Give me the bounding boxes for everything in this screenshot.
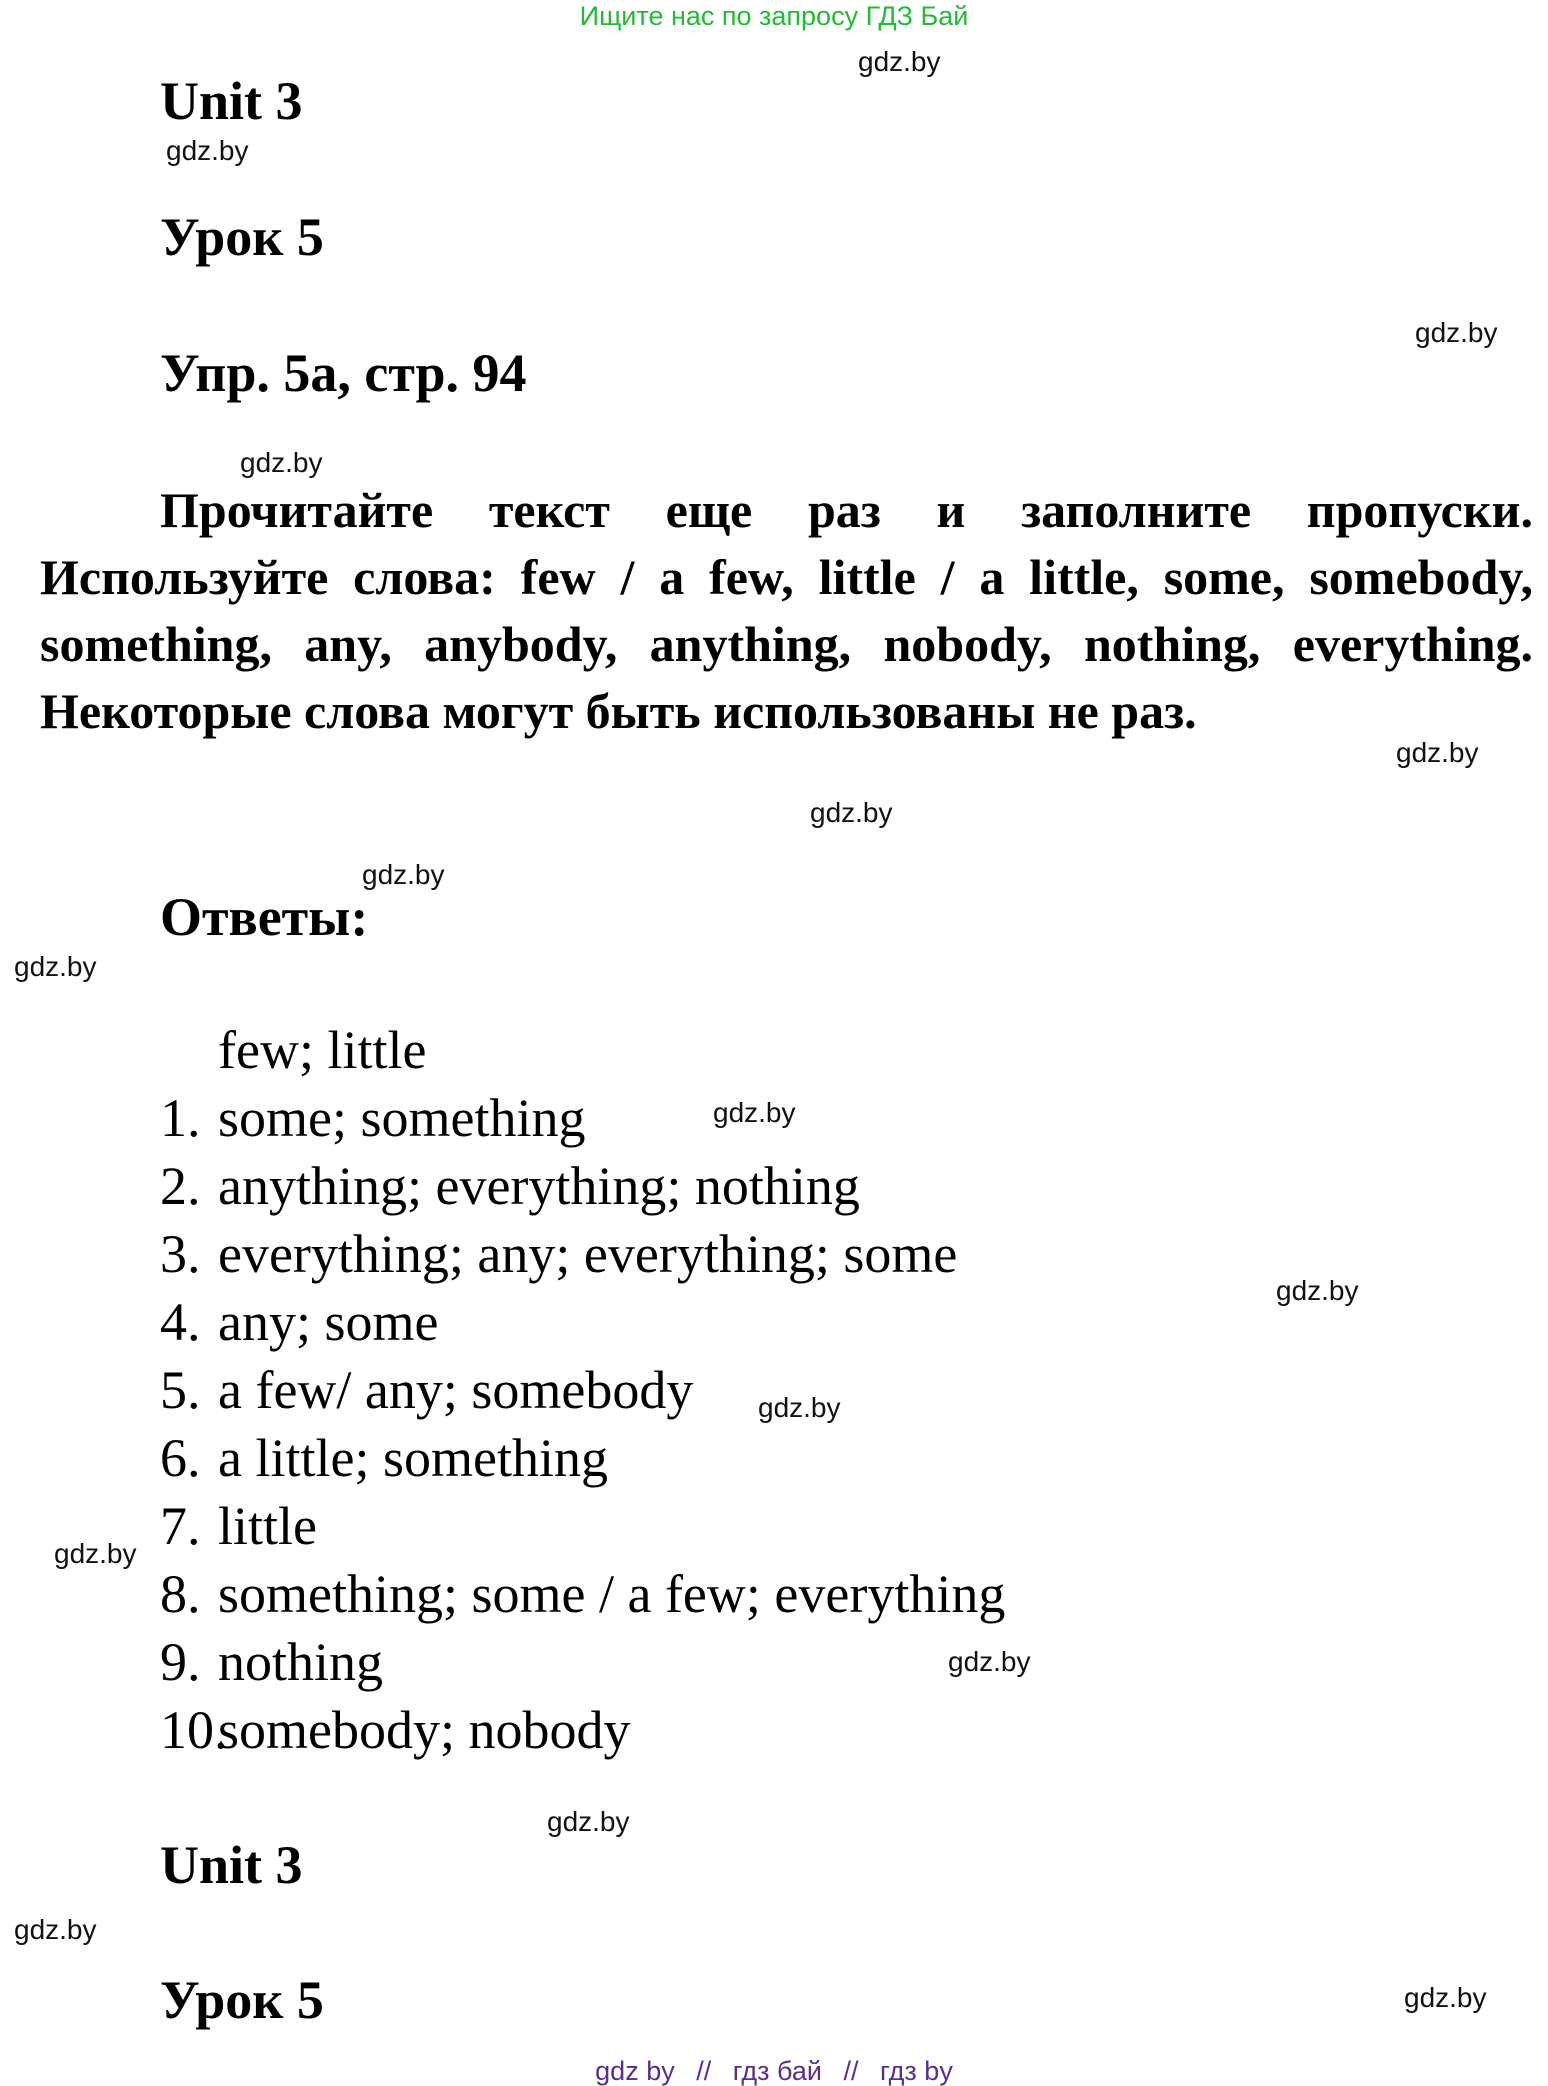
watermark: gdz.by: [240, 447, 323, 478]
list-item: [160, 1560, 1005, 1628]
answers-list: [160, 1016, 1005, 1764]
footer-links: [0, 2058, 1548, 2085]
answers-title: Ответы:: [160, 887, 369, 947]
lesson-title-repeat: Урок 5: [160, 1970, 324, 2030]
watermark: gdz.by: [1396, 737, 1479, 768]
watermark: gdz.by: [547, 1806, 630, 1837]
watermark: gdz.by: [810, 797, 893, 828]
item-number: 4.: [160, 1292, 201, 1352]
item-number: 6.: [160, 1428, 201, 1488]
watermark: gdz.by: [14, 951, 97, 982]
footer-link-gdz-bai[interactable]: гдз бай: [732, 2056, 822, 2086]
watermark: gdz.by: [14, 1914, 97, 1945]
watermark: gdz.by: [858, 46, 941, 77]
item-number: 2.: [160, 1156, 201, 1216]
item-text: a few/ any; somebody: [218, 1360, 694, 1420]
watermark: gdz.by: [758, 1392, 841, 1423]
list-item: [160, 1288, 1005, 1356]
list-item: [160, 1084, 1005, 1152]
item-text: something; some / a few; everything: [218, 1564, 1006, 1624]
watermark: gdz.by: [54, 1538, 137, 1569]
exercise-title: Упр. 5а, стр. 94: [160, 343, 527, 403]
list-item: [160, 1628, 1005, 1696]
top-banner[interactable]: Ищите нас по запросу ГДЗ Бай: [579, 1, 969, 31]
list-item: [160, 1424, 1005, 1492]
item-number: 1.: [160, 1088, 201, 1148]
footer-separator: //: [696, 2056, 712, 2086]
item-number: 10.: [160, 1700, 228, 1760]
item-number: 9.: [160, 1632, 201, 1692]
item-text: nothing: [218, 1632, 384, 1692]
watermark: gdz.by: [1276, 1275, 1359, 1306]
item-text: little: [218, 1496, 317, 1556]
watermark: gdz.by: [166, 135, 249, 166]
item-text: everything; any; everything; some: [218, 1224, 958, 1284]
footer-link-gdz-by-ru[interactable]: гдз by: [880, 2056, 953, 2086]
item-number: 8.: [160, 1564, 201, 1624]
item-number: 5.: [160, 1360, 201, 1420]
item-text: any; some: [218, 1292, 439, 1352]
item-text: a little; something: [218, 1428, 608, 1488]
footer-separator: //: [843, 2056, 859, 2086]
list-item: [160, 1696, 1005, 1764]
footer-link-gdz-by[interactable]: gdz by: [595, 2056, 675, 2086]
task-text: Прочитайте текст еще раз и заполните пропуски. Используйте слова: few / a few, little / a little, some, somebody, something, any, anybody, anything, nobody, nothing, everything. Некоторые слова могут быть использованы не раз.: [40, 482, 1533, 739]
item-number: 3.: [160, 1224, 201, 1284]
item-text: few; little: [218, 1020, 427, 1080]
list-item: [160, 1220, 1005, 1288]
watermark: gdz.by: [948, 1646, 1031, 1677]
unit-title: Unit 3: [160, 71, 303, 131]
watermark: gdz.by: [1404, 1982, 1487, 2013]
list-item: [160, 1492, 1005, 1560]
lesson-title: Урок 5: [160, 207, 324, 267]
list-item: [160, 1016, 1005, 1084]
watermark: gdz.by: [1415, 317, 1498, 348]
item-text: anything; everything; nothing: [218, 1156, 860, 1216]
item-number: 7.: [160, 1496, 201, 1556]
list-item: [160, 1152, 1005, 1220]
watermark: gdz.by: [362, 859, 445, 890]
unit-title-repeat: Unit 3: [160, 1835, 303, 1895]
watermark: gdz.by: [713, 1097, 796, 1128]
item-text: some; something: [218, 1088, 586, 1148]
item-text: somebody; nobody: [218, 1700, 631, 1760]
list-item: [160, 1356, 1005, 1424]
